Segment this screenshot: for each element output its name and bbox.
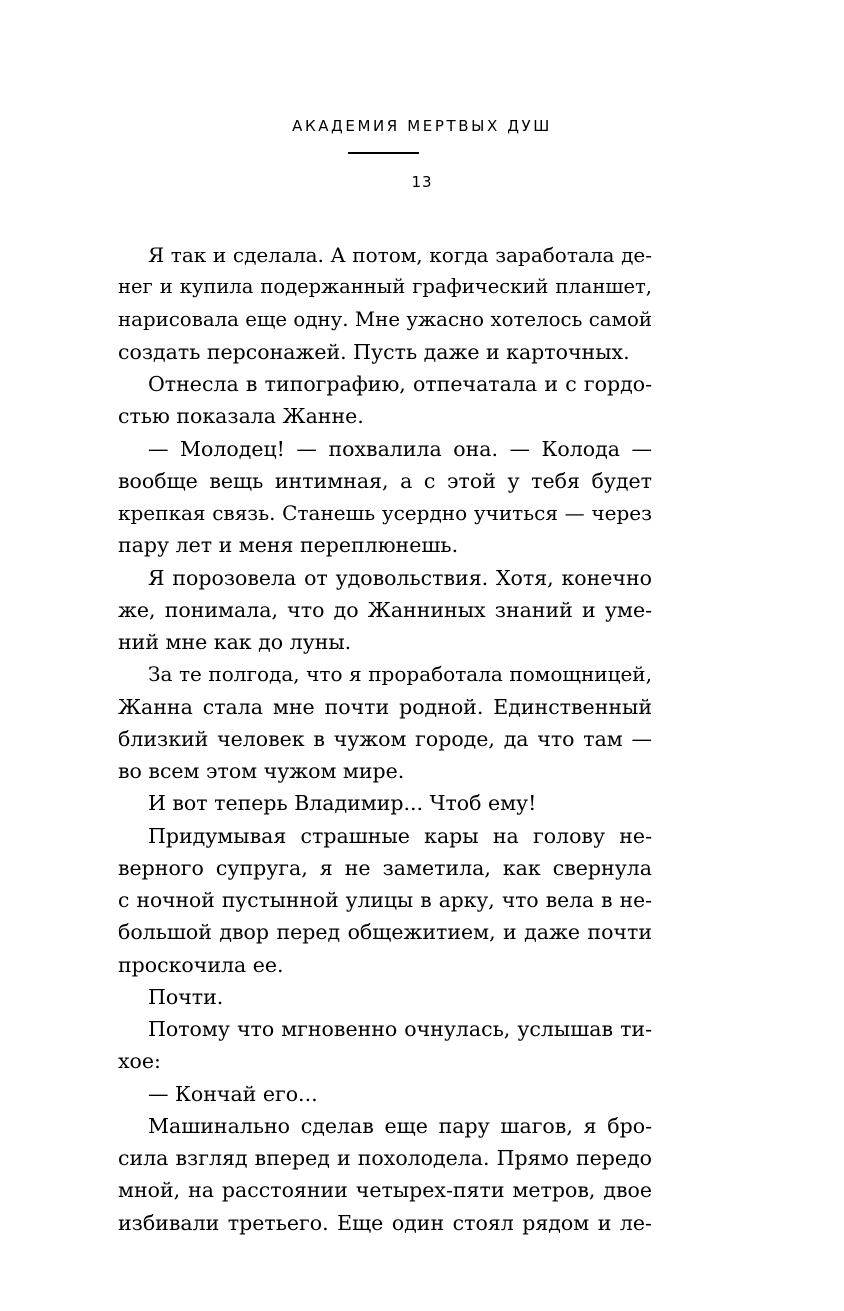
text-line: Отнесла в типографию, отпечатала и с гордо-	[148, 372, 652, 396]
text-line: За те полгода, что я проработала помощницей,	[148, 662, 652, 687]
text-line: нарисовала еще одну. Мне ужасно хотелось самой	[118, 307, 652, 331]
text-line: вообще вещь интимная, а с этой у тебя будет	[118, 468, 652, 493]
body-text	[118, 239, 652, 1239]
text-line: — Молодец! — похвалила она. — Колода —	[148, 436, 652, 461]
text-line: Я порозовела от удовольствия. Хотя, конечно	[148, 565, 652, 590]
page-number: 13	[411, 173, 433, 191]
text-line: Жанна стала мне почти родной. Единственный	[118, 694, 652, 719]
text-line: с ночной пустынной улицы в арку, что вела в не-	[118, 888, 652, 912]
text-line: создать персонажей. Пусть даже и карточных.	[118, 339, 630, 364]
text-line: нег и купила подержанный графический планшет,	[118, 275, 652, 299]
text-line: хое:	[118, 1049, 161, 1074]
text-line: Придумывая страшные кары на голову не-	[148, 823, 652, 848]
text-line: проскочила ее.	[118, 952, 284, 977]
text-line: крепкая связь. Станешь усердно учиться — через	[118, 501, 652, 525]
text-line: мной, на расстоянии четырех-пяти метров, двое	[118, 1178, 652, 1203]
text-line: же, понимала, что до Жанниных знаний и уме-	[118, 597, 652, 622]
text-line: Почти.	[148, 984, 224, 1009]
header-rule	[348, 152, 419, 154]
running-title: АКАДЕМИЯ МЕРТВЫХ ДУШ	[292, 117, 552, 135]
text-line: близкий человек в чужом городе, да что там —	[118, 726, 652, 751]
text-line: верного супруга, я не заметила, как свернула	[118, 855, 652, 880]
text-line: избивали третьего. Еще один стоял рядом и ле-	[118, 1210, 652, 1235]
text-line: — Кончай его...	[148, 1081, 318, 1106]
text-line: Потому что мгновенно очнулась, услышав ти-	[148, 1017, 652, 1041]
text-line: стью показала Жанне.	[118, 404, 364, 429]
text-line: Я так и сделала. А потом, когда заработала де-	[148, 243, 652, 267]
text-line: большой двор перед общежитием, и даже почти	[118, 920, 652, 945]
text-line: И вот теперь Владимир... Чтоб ему!	[148, 791, 537, 816]
text-line: во всем этом чужом мире.	[118, 759, 405, 783]
text-line: Машинально сделав еще пару шагов, я бро-	[148, 1113, 652, 1138]
text-line: сила взгляд вперед и похолодела. Прямо передо	[118, 1146, 652, 1170]
text-line: ний мне как до луны.	[118, 630, 352, 654]
text-line: пару лет и меня переплюнешь.	[118, 533, 459, 558]
